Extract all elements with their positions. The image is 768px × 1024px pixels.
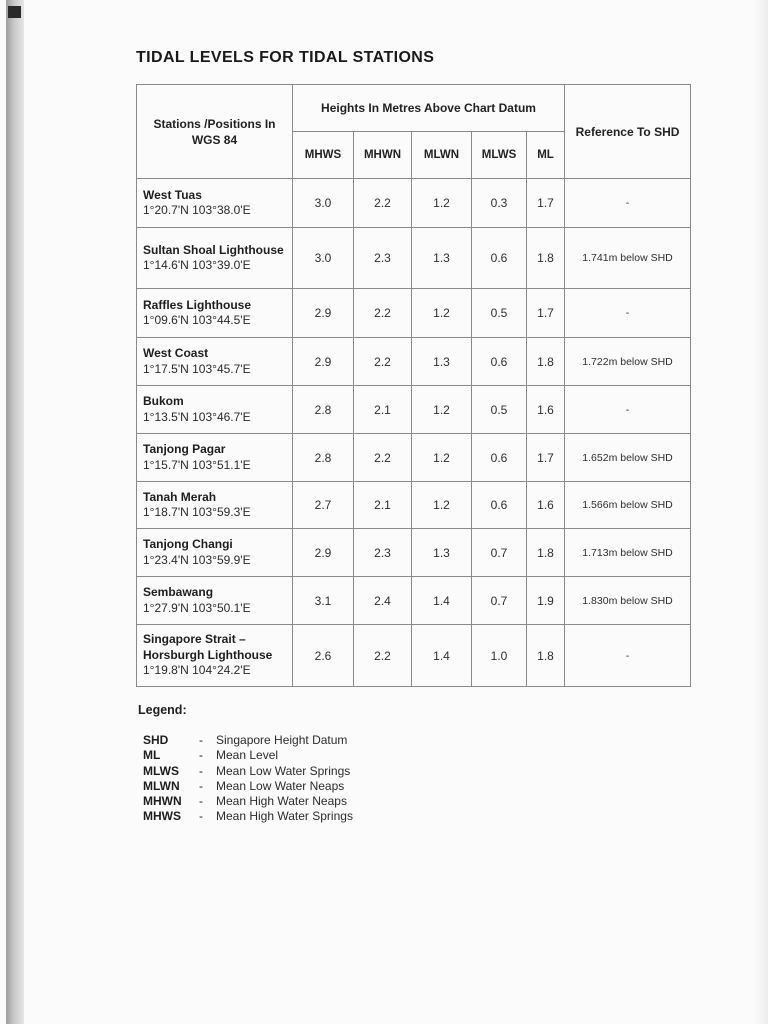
mlwn-value: 1.3 — [412, 529, 472, 577]
mhws-value: 2.9 — [293, 529, 354, 577]
station-position: 1°15.7'N 103°51.1'E — [143, 457, 251, 472]
mhwn-value: 2.2 — [354, 625, 412, 687]
mhws-value: 3.1 — [293, 577, 354, 625]
mlws-value: 0.6 — [472, 338, 527, 386]
station-cell — [137, 434, 293, 482]
legend-abbr: MLWS — [143, 763, 179, 778]
mhwn-value: 2.2 — [354, 179, 412, 228]
table-row — [137, 434, 691, 482]
station-position: 1°09.6'N 103°44.5'E — [143, 313, 251, 327]
mlwn-value: 1.2 — [412, 434, 472, 482]
table-row — [137, 577, 691, 625]
table-row — [137, 625, 691, 687]
mlws-value: 0.6 — [472, 434, 527, 482]
ml-value: 1.7 — [527, 434, 565, 482]
legend-definition: Mean Low Water Neaps — [216, 778, 345, 793]
mhwn-value: 2.1 — [354, 386, 412, 434]
reference-value: 1.830m below SHD — [565, 577, 691, 625]
station-position: 1°17.5'N 103°45.7'E — [143, 361, 251, 376]
reference-value: - — [565, 179, 691, 228]
reference-value: - — [565, 386, 691, 434]
station-position: 1°18.7'N 103°59.3'E — [143, 505, 251, 519]
legend-dash: - — [199, 794, 203, 809]
legend-abbr: MHWN — [143, 794, 182, 809]
station-position: 1°14.6'N 103°39.0'E — [143, 258, 251, 272]
ml-value: 1.7 — [527, 289, 565, 338]
ml-value: 1.8 — [527, 338, 565, 386]
mhws-value: 2.6 — [293, 625, 354, 687]
reference-value: 1.652m below SHD — [565, 434, 691, 482]
station-name: West Tuas — [143, 187, 202, 202]
header-mlws: MLWS — [472, 132, 527, 179]
station-position: 1°19.8'N 104°24.2'E — [143, 663, 251, 678]
table-row — [137, 482, 691, 529]
legend-title: Legend: — [138, 703, 187, 717]
reference-value: - — [565, 289, 691, 338]
mlwn-value: 1.3 — [412, 228, 472, 289]
legend-definition: Singapore Height Datum — [216, 733, 348, 747]
ml-value: 1.9 — [527, 577, 565, 625]
station-position: 1°27.9'N 103°50.1'E — [143, 600, 251, 615]
mlwn-value: 1.2 — [412, 179, 472, 228]
legend-abbr: MHWS — [143, 809, 181, 824]
table-row — [137, 338, 691, 386]
reference-value: 1.713m below SHD — [565, 529, 691, 577]
mhwn-value: 2.2 — [354, 434, 412, 482]
mhwn-value: 2.3 — [354, 529, 412, 577]
station-name: Bukom — [143, 394, 184, 408]
header-reference: Reference To SHD — [565, 85, 691, 179]
ml-value: 1.7 — [527, 179, 565, 228]
mhwn-value: 2.3 — [354, 228, 412, 289]
scan-edge-shadow — [6, 0, 24, 1024]
reference-value: - — [565, 625, 691, 687]
reference-value: 1.722m below SHD — [565, 338, 691, 386]
legend-dash: - — [199, 778, 203, 793]
station-cell — [137, 289, 293, 338]
table-row — [137, 529, 691, 577]
legend-definition: Mean Low Water Springs — [216, 763, 351, 778]
ml-value: 1.8 — [527, 529, 565, 577]
mhws-value: 2.7 — [293, 482, 354, 529]
station-name: Raffles Lighthouse — [143, 297, 252, 312]
legend-dash: - — [199, 733, 203, 747]
station-name: Tanah Merah — [143, 489, 217, 504]
station-cell — [137, 577, 293, 625]
page-title: TIDAL LEVELS FOR TIDAL STATIONS — [136, 49, 435, 66]
mlws-value: 0.7 — [472, 577, 527, 625]
header-heights-group: Heights In Metres Above Chart Datum — [293, 85, 565, 132]
table-row — [137, 386, 691, 434]
legend-abbr: MLWN — [143, 778, 180, 793]
mhwn-value: 2.2 — [354, 289, 412, 338]
legend-abbr: SHD — [143, 733, 169, 747]
legend-item — [143, 733, 353, 748]
mhwn-value: 2.4 — [354, 577, 412, 625]
legend-abbr: ML — [143, 748, 161, 763]
legend-list — [143, 733, 353, 825]
legend-item — [143, 794, 353, 809]
mlwn-value: 1.4 — [412, 625, 472, 687]
station-position: 1°23.4'N 103°59.9'E — [143, 552, 251, 567]
legend-item — [143, 809, 353, 824]
reference-value: 1.566m below SHD — [565, 482, 691, 529]
legend-item — [143, 779, 353, 794]
scan-right-edge — [754, 0, 768, 1024]
station-name: Sembawang — [143, 585, 214, 599]
table-row — [137, 179, 691, 228]
mlws-value: 0.5 — [472, 289, 527, 338]
station-cell — [137, 625, 293, 687]
mlws-value: 0.6 — [472, 228, 527, 289]
reference-value: 1.741m below SHD — [565, 228, 691, 289]
station-cell — [137, 482, 293, 529]
mhwn-value: 2.1 — [354, 482, 412, 529]
legend-item — [143, 764, 353, 779]
mlwn-value: 1.3 — [412, 338, 472, 386]
mlwn-value: 1.4 — [412, 577, 472, 625]
header-mhwn: MHWN — [354, 132, 412, 179]
legend-definition: Mean High Water Neaps — [216, 794, 347, 809]
station-cell — [137, 228, 293, 289]
mhws-value: 2.9 — [293, 338, 354, 386]
mhws-value: 2.8 — [293, 434, 354, 482]
station-cell — [137, 338, 293, 386]
header-mlwn: MLWN — [412, 132, 472, 179]
station-position: 1°20.7'N 103°38.0'E — [143, 203, 251, 217]
mlwn-value: 1.2 — [412, 386, 472, 434]
station-name: West Coast — [143, 346, 209, 360]
scan-corner-mark — [8, 6, 21, 18]
ml-value: 1.6 — [527, 482, 565, 529]
legend-dash: - — [199, 763, 203, 778]
table-header-row — [137, 85, 691, 132]
ml-value: 1.8 — [527, 625, 565, 687]
table-row — [137, 228, 691, 289]
mlws-value: 0.5 — [472, 386, 527, 434]
station-name: Tanjong Changi — [143, 537, 233, 551]
mhws-value: 3.0 — [293, 179, 354, 228]
mhws-value: 2.9 — [293, 289, 354, 338]
table-row — [137, 289, 691, 338]
mlws-value: 0.7 — [472, 529, 527, 577]
ml-value: 1.8 — [527, 228, 565, 289]
tidal-levels-table — [136, 84, 691, 687]
mlws-value: 0.6 — [472, 482, 527, 529]
mlws-value: 1.0 — [472, 625, 527, 687]
mhws-value: 2.8 — [293, 386, 354, 434]
ml-value: 1.6 — [527, 386, 565, 434]
station-position: 1°13.5'N 103°46.7'E — [143, 409, 251, 424]
legend-definition: Mean High Water Springs — [216, 809, 353, 824]
mlwn-value: 1.2 — [412, 289, 472, 338]
station-name: Tanjong Pagar — [143, 442, 226, 456]
station-name: Singapore Strait – Horsburgh Lighthouse — [143, 632, 273, 662]
header-ml: ML — [527, 132, 565, 179]
header-mhws: MHWS — [293, 132, 354, 179]
legend-item — [143, 748, 353, 763]
station-cell — [137, 529, 293, 577]
legend-definition: Mean Level — [216, 748, 279, 763]
station-cell — [137, 386, 293, 434]
legend-dash: - — [199, 748, 203, 763]
mlwn-value: 1.2 — [412, 482, 472, 529]
station-name: Sultan Shoal Lighthouse — [143, 242, 284, 257]
station-cell — [137, 179, 293, 228]
mlws-value: 0.3 — [472, 179, 527, 228]
mhws-value: 3.0 — [293, 228, 354, 289]
legend-dash: - — [199, 809, 203, 824]
header-station: Stations /Positions In WGS 84 — [137, 85, 293, 179]
mhwn-value: 2.2 — [354, 338, 412, 386]
